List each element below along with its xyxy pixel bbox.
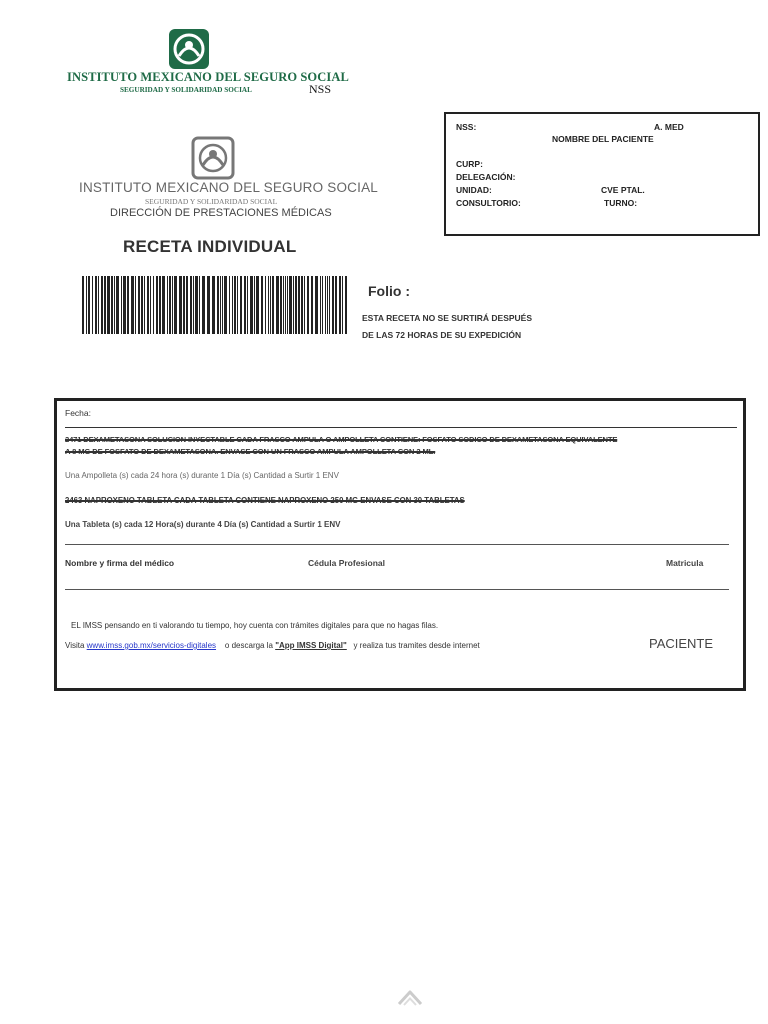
barcode-bar — [298, 276, 300, 334]
barcode-bar — [237, 276, 238, 334]
doctor-signature-label: Nombre y firma del médico — [65, 558, 175, 568]
barcode-bar — [138, 276, 140, 334]
barcode-bar — [234, 276, 236, 334]
barcode-bar — [121, 276, 122, 334]
prescription-box — [54, 398, 746, 691]
barcode-bar — [82, 276, 84, 334]
barcode-bar — [342, 276, 343, 334]
barcode-bar — [304, 276, 305, 334]
med1-description-line2: A 8 MG DE FOSFATO DE DEXAMETASONA. ENVASE CON UN FRASCO AMPULA AMPOLLETA CON 2 ML. — [65, 447, 436, 456]
expiry-notice-line2: DE LAS 72 HORAS DE SU EXPEDICIÓN — [362, 330, 522, 340]
barcode-bar — [131, 276, 134, 334]
turno-label: TURNO: — [604, 198, 638, 208]
barcode-bar — [295, 276, 297, 334]
patient-info-box — [444, 112, 760, 236]
barcode-bar — [283, 276, 284, 334]
patient-name-label: NOMBRE DEL PACIENTE — [552, 134, 654, 144]
delegacion-label: DELEGACIÓN: — [456, 172, 516, 182]
fecha-label: Fecha: — [65, 408, 91, 418]
barcode-bar — [116, 276, 119, 334]
barcode-bar — [270, 276, 271, 334]
barcode-bar — [86, 276, 87, 334]
barcode-bar — [193, 276, 194, 334]
barcode-bar — [123, 276, 126, 334]
barcode-bar — [135, 276, 136, 334]
barcode-bar — [92, 276, 93, 334]
barcode-bar — [202, 276, 205, 334]
folio-label: Folio : — [368, 283, 410, 299]
barcode-bar — [114, 276, 115, 334]
app-name: "App IMSS Digital" — [275, 641, 347, 650]
barcode-bar — [293, 276, 294, 334]
matricula-label: Matricula — [666, 558, 704, 568]
barcode-bar — [222, 276, 223, 334]
barcode-bar — [159, 276, 161, 334]
barcode-bar — [147, 276, 149, 334]
org-subtitle: SEGURIDAD Y SOLIDARIDAD SOCIAL — [120, 86, 252, 94]
barcode-bar — [307, 276, 309, 334]
barcode-bar — [315, 276, 318, 334]
barcode-bar — [169, 276, 171, 334]
barcode-bar — [287, 276, 288, 334]
barcode-bar — [280, 276, 282, 334]
barcode-bar — [167, 276, 168, 334]
barcode-bar — [88, 276, 90, 334]
barcode-bar — [345, 276, 347, 334]
a-med-label: A. MED — [654, 122, 684, 132]
curp-label: CURP: — [456, 159, 483, 169]
barcode-bar — [186, 276, 188, 334]
digital-services-link[interactable]: www.imss.gob.mx/servicios-digitales — [86, 641, 217, 650]
barcode-bar — [172, 276, 173, 334]
barcode-bar — [195, 276, 198, 334]
barcode — [82, 276, 352, 334]
barcode-bar — [276, 276, 279, 334]
copy-label: PACIENTE — [649, 636, 714, 651]
barcode-bar — [268, 276, 269, 334]
barcode-bar — [320, 276, 321, 334]
barcode-bar — [174, 276, 177, 334]
barcode-bar — [150, 276, 151, 334]
barcode-bar — [190, 276, 192, 334]
barcode-bar — [332, 276, 334, 334]
divider — [65, 544, 729, 545]
visit-middle: o descarga la — [224, 641, 273, 650]
imss-logo-icon — [168, 28, 210, 70]
barcode-bar — [254, 276, 255, 334]
barcode-bar — [104, 276, 106, 334]
med2-dosage: Una Tableta (s) cada 12 Hora(s) durante 4 Día (s) Cantidad a Surtir 1 ENV — [65, 520, 341, 529]
barcode-bar — [179, 276, 182, 334]
barcode-bar — [256, 276, 259, 334]
scanned-org-subtitle: SEGURIDAD Y SOLIDARIDAD SOCIAL — [145, 197, 278, 206]
divider — [65, 589, 729, 590]
cedula-label: Cédula Profesional — [308, 558, 385, 568]
org-name: INSTITUTO MEXICANO DEL SEGURO SOCIAL — [67, 70, 349, 84]
med2-description: 2463 NAPROXENO TABLETA CADA TABLETA CONTIENE NAPROXENO 250 MG ENVASE CON 30 TABLETAS — [65, 496, 465, 505]
unidad-label: UNIDAD: — [456, 185, 492, 195]
direction-label: DIRECCIÓN DE PRESTACIONES MÉDICAS — [110, 207, 332, 219]
digital-services-note: EL IMSS pensando en ti valorando tu tiempo, hoy cuenta con trámites digitales para que no hagas filas. — [71, 621, 439, 630]
barcode-bar — [95, 276, 97, 334]
barcode-bar — [224, 276, 227, 334]
barcode-bar — [199, 276, 200, 334]
visit-suffix: y realiza tus tramites desde internet — [353, 641, 480, 650]
barcode-bar — [250, 276, 253, 334]
barcode-bar — [127, 276, 129, 334]
chevron-up-icon[interactable] — [396, 986, 424, 1008]
barcode-bar — [217, 276, 219, 334]
barcode-bar — [301, 276, 303, 334]
barcode-bar — [329, 276, 330, 334]
document-title: RECETA INDIVIDUAL — [123, 237, 297, 256]
barcode-bar — [325, 276, 326, 334]
barcode-bar — [327, 276, 328, 334]
barcode-bar — [107, 276, 110, 334]
barcode-bar — [162, 276, 165, 334]
expiry-notice-line1: ESTA RECETA NO SE SURTIRÁ DESPUÉS — [362, 313, 533, 323]
barcode-bar — [229, 276, 230, 334]
nss-field-label: NSS: — [456, 122, 477, 132]
barcode-bar — [285, 276, 286, 334]
divider — [65, 427, 737, 428]
barcode-bar — [311, 276, 313, 334]
barcode-bar — [98, 276, 99, 334]
barcode-bar — [156, 276, 158, 334]
consultorio-label: CONSULTORIO: — [456, 198, 521, 208]
barcode-bar — [101, 276, 103, 334]
med1-description-line1: 2471 DEXAMETASONA SOLUCION INYECTABLE CADA FRASCO AMPULA O AMPOLLETA CONTIENE: FOSFATO SODICO DE DEXAMETASONA EQUIVALENTE — [65, 435, 618, 444]
barcode-bar — [141, 276, 143, 334]
nss-label: NSS — [309, 82, 332, 96]
barcode-bar — [207, 276, 210, 334]
barcode-bar — [247, 276, 248, 334]
barcode-bar — [244, 276, 246, 334]
visit-line — [65, 641, 480, 650]
barcode-bar — [265, 276, 266, 334]
barcode-bar — [144, 276, 145, 334]
barcode-bar — [220, 276, 221, 334]
barcode-bar — [111, 276, 113, 334]
barcode-bar — [240, 276, 242, 334]
imss-scanned-logo-icon — [191, 136, 235, 180]
barcode-bar — [339, 276, 341, 334]
barcode-bar — [322, 276, 323, 334]
barcode-bar — [272, 276, 274, 334]
barcode-bar — [335, 276, 337, 334]
scanned-org-name: INSTITUTO MEXICANO DEL SEGURO SOCIAL — [79, 180, 378, 195]
visit-prefix: Visita — [65, 641, 85, 650]
barcode-bar — [212, 276, 215, 334]
barcode-bar — [261, 276, 263, 334]
med1-dosage: Una Ampolleta (s) cada 24 hora (s) durante 1 Día (s) Cantidad a Surtir 1 ENV — [65, 471, 339, 480]
barcode-bar — [289, 276, 292, 334]
barcode-bar — [153, 276, 154, 334]
cve-ptal-label: CVE PTAL. — [601, 185, 645, 195]
barcode-bar — [232, 276, 233, 334]
barcode-bar — [183, 276, 185, 334]
